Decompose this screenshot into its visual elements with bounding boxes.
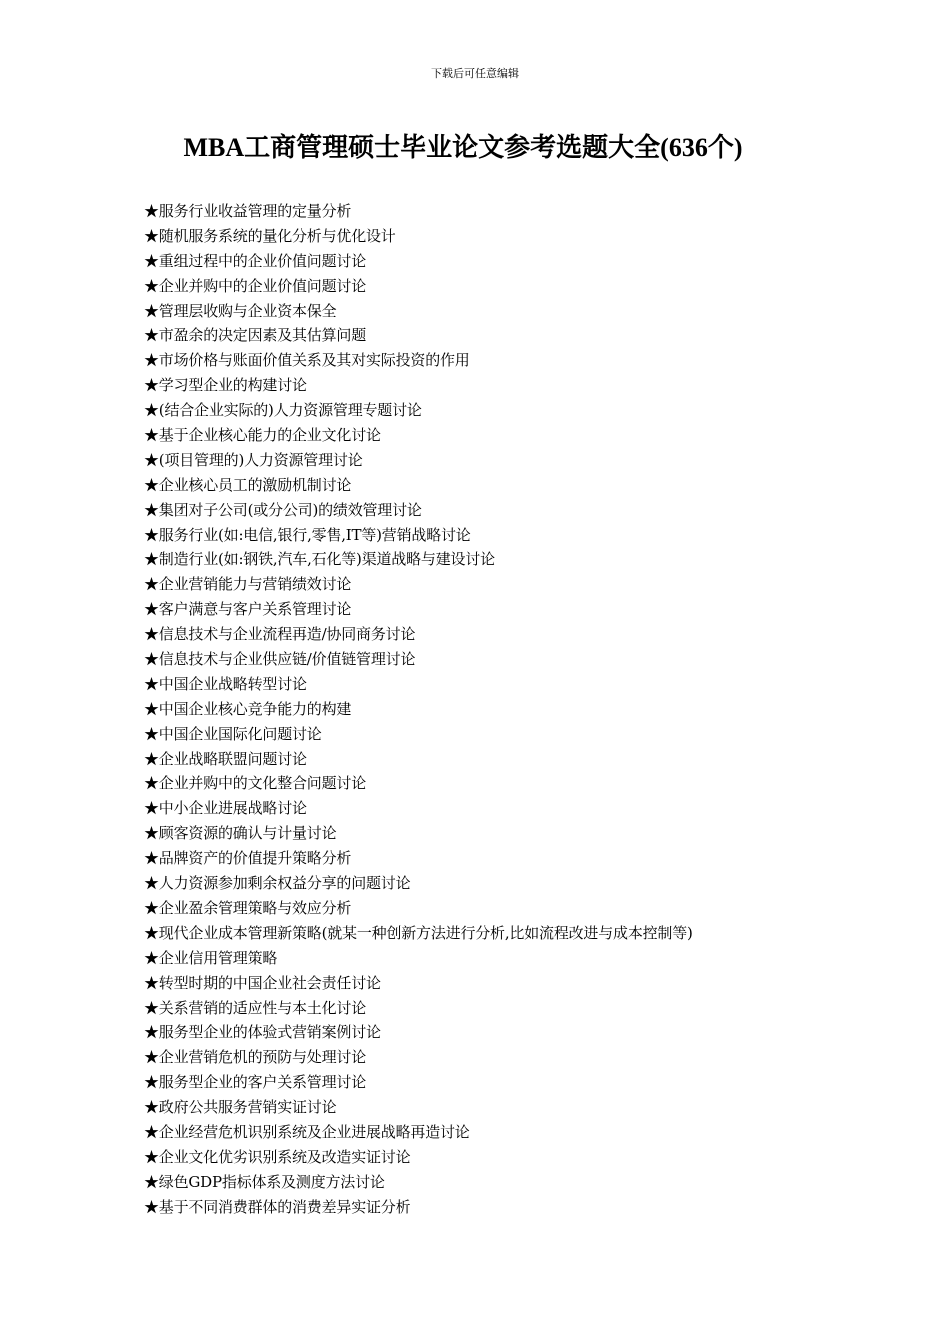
list-item: ★(结合企业实际的)人力资源管理专题讨论 xyxy=(144,401,422,420)
list-item: ★现代企业成本管理新策略(就某一种创新方法进行分析,比如流程改进与成本控制等) xyxy=(144,923,693,942)
list-item: ★企业核心员工的激励机制讨论 xyxy=(144,475,352,494)
list-item: ★集团对子公司(或分公司)的绩效管理讨论 xyxy=(144,500,422,519)
list-item: ★企业并购中的文化整合问题讨论 xyxy=(144,774,367,793)
list-item: ★转型时期的中国企业社会责任讨论 xyxy=(144,973,381,992)
list-item: ★基于不同消费群体的消费差异实证分析 xyxy=(144,1197,411,1216)
list-item: ★服务型企业的体验式营销案例讨论 xyxy=(144,1023,381,1042)
list-item: ★管理层收购与企业资本保全 xyxy=(144,301,337,320)
list-item: ★中国企业国际化问题讨论 xyxy=(144,724,322,743)
list-item: ★绿色GDP指标体系及测度方法讨论 xyxy=(144,1172,385,1191)
topic-list xyxy=(144,199,844,1220)
list-item: ★中国企业核心竞争能力的构建 xyxy=(144,699,352,718)
list-item: ★(项目管理的)人力资源管理讨论 xyxy=(144,450,363,469)
list-item: ★客户满意与客户关系管理讨论 xyxy=(144,600,352,619)
list-item: ★企业营销能力与营销绩效讨论 xyxy=(144,575,352,594)
list-item: ★服务行业(如:电信,银行,零售,IT等)营销战略讨论 xyxy=(144,525,471,544)
list-item: ★市场价格与账面价值关系及其对实际投资的作用 xyxy=(144,351,470,370)
list-item: ★品牌资产的价值提升策略分析 xyxy=(144,849,352,868)
list-item: ★制造行业(如:钢铁,汽车,石化等)渠道战略与建设讨论 xyxy=(144,550,495,569)
document-title: MBA工商管理硕士毕业论文参考选题大全(636个) xyxy=(183,133,743,162)
list-item: ★企业信用管理策略 xyxy=(144,948,278,967)
list-item: ★企业并购中的企业价值问题讨论 xyxy=(144,276,367,295)
list-item: ★信息技术与企业供应链/价值链管理讨论 xyxy=(144,650,416,669)
list-item: ★企业营销危机的预防与处理讨论 xyxy=(144,1048,367,1067)
list-item: ★信息技术与企业流程再造/协同商务讨论 xyxy=(144,625,416,644)
list-item: ★顾客资源的确认与计量讨论 xyxy=(144,824,337,843)
list-item: ★服务行业收益管理的定量分析 xyxy=(144,202,352,220)
list-item: ★服务型企业的客户关系管理讨论 xyxy=(144,1073,367,1092)
list-item: ★企业文化优劣识别系统及改造实证讨论 xyxy=(144,1147,411,1166)
list-item: ★中国企业战略转型讨论 xyxy=(144,674,307,693)
list-item: ★企业盈余管理策略与效应分析 xyxy=(144,898,352,917)
list-item: ★市盈余的决定因素及其估算问题 xyxy=(144,326,367,345)
list-item: ★政府公共服务营销实证讨论 xyxy=(144,1098,337,1117)
list-item: ★企业经营危机识别系统及企业进展战略再造讨论 xyxy=(144,1122,470,1141)
list-item: ★人力资源参加剩余权益分享的问题讨论 xyxy=(144,874,411,893)
list-item: ★企业战略联盟问题讨论 xyxy=(144,749,307,768)
list-item: ★基于企业核心能力的企业文化讨论 xyxy=(144,426,381,445)
header-note: 下载后可任意编辑 xyxy=(431,67,519,80)
list-item: ★关系营销的适应性与本土化讨论 xyxy=(144,998,367,1017)
list-item: ★学习型企业的构建讨论 xyxy=(144,376,307,395)
list-item: ★重组过程中的企业价值问题讨论 xyxy=(144,251,367,270)
list-item: ★中小企业进展战略讨论 xyxy=(144,799,307,818)
list-item: ★随机服务系统的量化分析与优化设计 xyxy=(144,226,396,245)
